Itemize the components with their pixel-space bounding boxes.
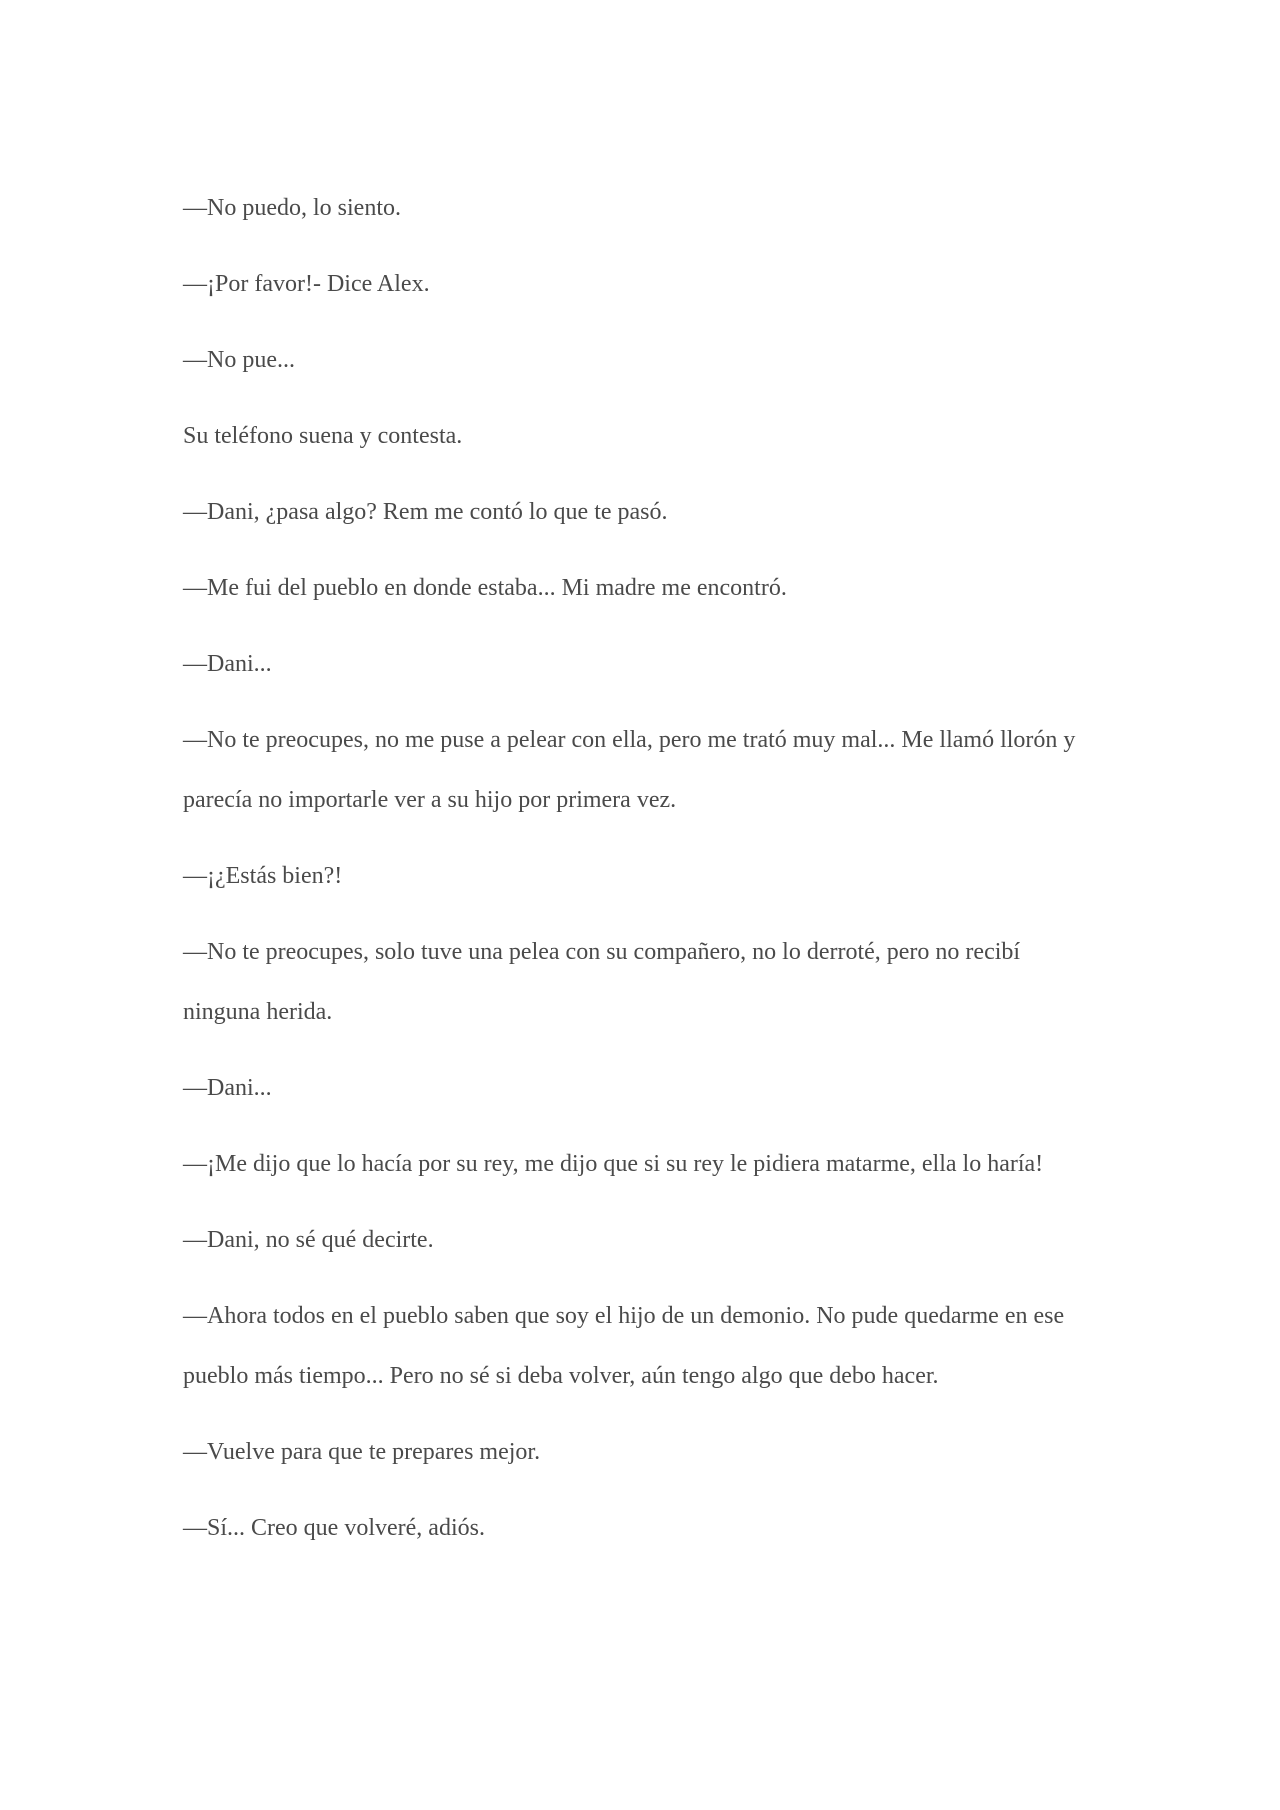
paragraph: Su teléfono suena y contesta. <box>183 423 463 449</box>
paragraph: —Dani... <box>183 1075 272 1101</box>
paragraph: —Dani... <box>183 651 272 677</box>
paragraph: —Ahora todos en el pueblo saben que soy el hijo de un demonio. No pude quedarme en ese pueblo más tiempo... Pero no sé si deba volver, aún tengo algo que debo hacer. <box>183 1303 1065 1389</box>
paragraph: —¡¿Estás bien?! <box>183 863 343 889</box>
paragraph: —¡Por favor!- Dice Alex. <box>183 271 430 297</box>
paragraph: —Sí... Creo que volveré, adiós. <box>183 1515 485 1541</box>
paragraph: —No te preocupes, no me puse a pelear con ella, pero me trató muy mal... Me llamó llorón y parecía no importarle ver a su hijo por primera vez. <box>183 727 1076 813</box>
paragraph: —No te preocupes, solo tuve una pelea con su compañero, no lo derroté, pero no recibí ninguna herida. <box>183 939 1021 1025</box>
paragraph: —¡Me dijo que lo hacía por su rey, me dijo que si su rey le pidiera matarme, ella lo haría! <box>183 1151 1044 1177</box>
paragraph: —Dani, ¿pasa algo? Rem me contó lo que te pasó. <box>183 499 668 525</box>
paragraph: —No puedo, lo siento. <box>183 195 401 221</box>
paragraph: —Dani, no sé qué decirte. <box>183 1227 434 1253</box>
paragraph: —Vuelve para que te prepares mejor. <box>183 1439 541 1465</box>
paragraph: —No pue... <box>183 347 295 373</box>
document-body <box>183 178 1103 1574</box>
paragraph: —Me fui del pueblo en donde estaba... Mi madre me encontró. <box>183 575 787 601</box>
